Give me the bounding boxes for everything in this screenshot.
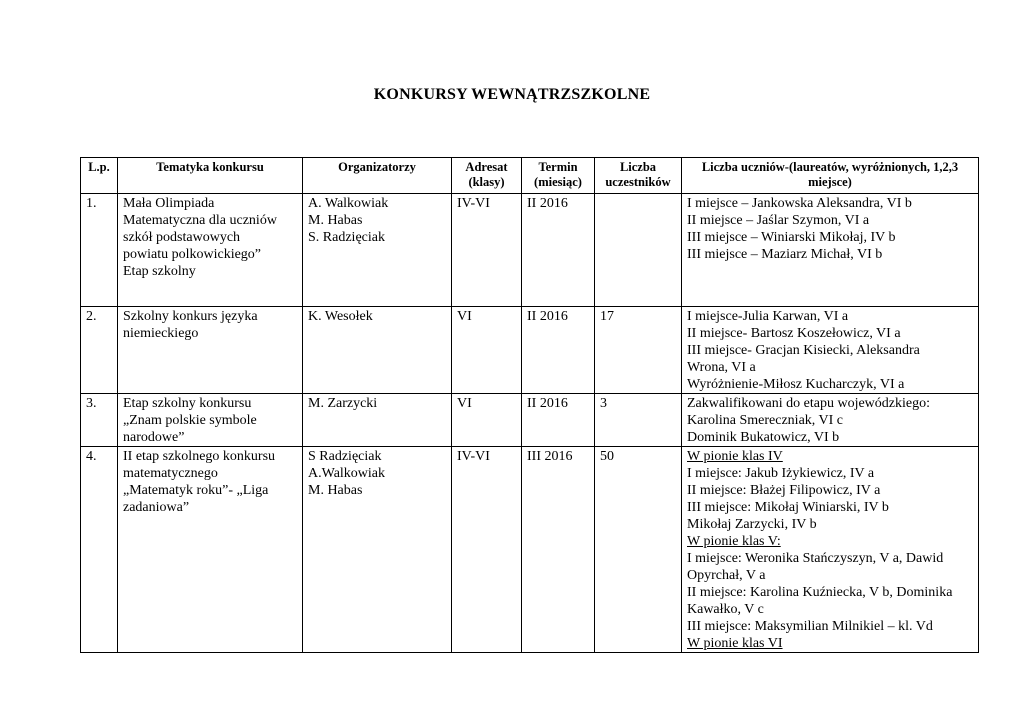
column-header-lp: L.p. xyxy=(81,158,118,194)
cell-results xyxy=(682,447,979,653)
organizer: A.Walkowiak xyxy=(308,466,386,481)
column-header-results: Liczba uczniów-(laureatów, wyróżnionych, 1,2,3 miejsce) xyxy=(682,158,979,194)
result-line: Opyrchał, V a xyxy=(687,568,766,583)
cell-topic xyxy=(118,394,303,447)
cell-count: 17 xyxy=(595,307,682,394)
column-header-audience: Adresat (klasy) xyxy=(452,158,522,194)
cell-organizers xyxy=(303,307,452,394)
topic-line: II etap szkolnego konkursu xyxy=(123,449,276,464)
result-line: I miejsce – Jankowska Aleksandra, VI b xyxy=(687,196,912,211)
cell-lp: 2. xyxy=(81,307,118,394)
organizer: M. Zarzycki xyxy=(308,396,378,411)
cell-audience: VI xyxy=(452,307,522,394)
table-row xyxy=(81,447,979,653)
result-line: I miejsce: Jakub Iżykiewicz, IV a xyxy=(687,466,875,481)
topic-line: „Znam polskie symbole xyxy=(123,413,257,428)
result-line: III miejsce – Maziarz Michał, VI b xyxy=(687,247,883,262)
table-row xyxy=(81,307,979,394)
result-line: Zakwalifikowani do etapu wojewódzkiego: xyxy=(687,396,930,411)
organizer: A. Walkowiak xyxy=(308,196,389,211)
cell-results xyxy=(682,394,979,447)
topic-line: Matematyczna dla uczniów xyxy=(123,213,277,228)
result-section-heading: W pionie klas V: xyxy=(687,534,781,549)
cell-organizers xyxy=(303,447,452,653)
result-line: Kawałko, V c xyxy=(687,602,764,617)
cell-results xyxy=(682,307,979,394)
topic-line: szkół podstawowych xyxy=(123,230,241,245)
result-line: III miejsce: Maksymilian Milnikiel – kl. Vd xyxy=(687,619,933,634)
topic-line: Mała Olimpiada xyxy=(123,196,215,211)
cell-lp: 4. xyxy=(81,447,118,653)
topic-line: zadaniowa” xyxy=(123,500,190,515)
result-line: Wyróżnienie-Miłosz Kucharczyk, VI a xyxy=(687,377,905,392)
organizer: S Radzięciak xyxy=(308,449,382,464)
cell-lp: 1. xyxy=(81,194,118,307)
topic-line: niemieckiego xyxy=(123,326,199,341)
page-title: KONKURSY WEWNĄTRZSZKOLNE xyxy=(373,86,651,103)
result-line: Wrona, VI a xyxy=(687,360,756,375)
cell-audience: IV-VI xyxy=(452,194,522,307)
cell-date: II 2016 xyxy=(522,194,595,307)
topic-line: Szkolny konkurs języka xyxy=(123,309,258,324)
result-line: I miejsce: Weronika Stańczyszyn, V a, Dawid xyxy=(687,551,944,566)
topic-line: Etap szkolny xyxy=(123,264,196,279)
result-line: III miejsce – Winiarski Mikołaj, IV b xyxy=(687,230,896,245)
topic-line: powiatu polkowickiego” xyxy=(123,247,262,262)
cell-date: II 2016 xyxy=(522,394,595,447)
organizer: K. Wesołek xyxy=(308,309,373,324)
result-line: I miejsce-Julia Karwan, VI a xyxy=(687,309,849,324)
result-line: Dominik Bukatowicz, VI b xyxy=(687,430,840,445)
topic-line: matematycznego xyxy=(123,466,218,481)
cell-organizers xyxy=(303,394,452,447)
topic-line: Etap szkolny konkursu xyxy=(123,396,252,411)
organizer: S. Radzięciak xyxy=(308,230,385,245)
cell-results xyxy=(682,194,979,307)
column-header-date: Termin (miesiąc) xyxy=(522,158,595,194)
result-line: II miejsce: Karolina Kuźniecka, V b, Dominika xyxy=(687,585,953,600)
table-row xyxy=(81,394,979,447)
cell-count: 50 xyxy=(595,447,682,653)
result-line: Karolina Smereczniak, VI c xyxy=(687,413,844,428)
cell-audience: IV-VI xyxy=(452,447,522,653)
result-section-heading: W pionie klas VI xyxy=(687,636,783,651)
cell-count: 3 xyxy=(595,394,682,447)
cell-lp: 3. xyxy=(81,394,118,447)
organizer: M. Habas xyxy=(308,483,363,498)
result-line: Mikołaj Zarzycki, IV b xyxy=(687,517,817,532)
result-section-heading: W pionie klas IV xyxy=(687,449,783,464)
cell-date: III 2016 xyxy=(522,447,595,653)
table-row xyxy=(81,194,979,307)
organizer: M. Habas xyxy=(308,213,363,228)
cell-audience: VI xyxy=(452,394,522,447)
cell-topic xyxy=(118,307,303,394)
result-line: II miejsce – Jaślar Szymon, VI a xyxy=(687,213,870,228)
column-header-organizers: Organizatorzy xyxy=(303,158,452,194)
topic-line: narodowe” xyxy=(123,430,185,445)
cell-topic xyxy=(118,194,303,307)
topic-line: „Matematyk roku”- „Liga xyxy=(123,483,269,498)
contests-table xyxy=(80,157,979,653)
result-line: II miejsce: Błażej Filipowicz, IV a xyxy=(687,483,881,498)
cell-count xyxy=(595,194,682,307)
table-header-row xyxy=(81,158,979,194)
result-line: II miejsce- Bartosz Koszełowicz, VI a xyxy=(687,326,901,341)
column-header-count: Liczba uczestników xyxy=(595,158,682,194)
cell-date: II 2016 xyxy=(522,307,595,394)
result-line: III miejsce- Gracjan Kisiecki, Aleksandra xyxy=(687,343,920,358)
result-line: III miejsce: Mikołaj Winiarski, IV b xyxy=(687,500,889,515)
cell-organizers xyxy=(303,194,452,307)
cell-topic xyxy=(118,447,303,653)
column-header-topic: Tematyka konkursu xyxy=(118,158,303,194)
